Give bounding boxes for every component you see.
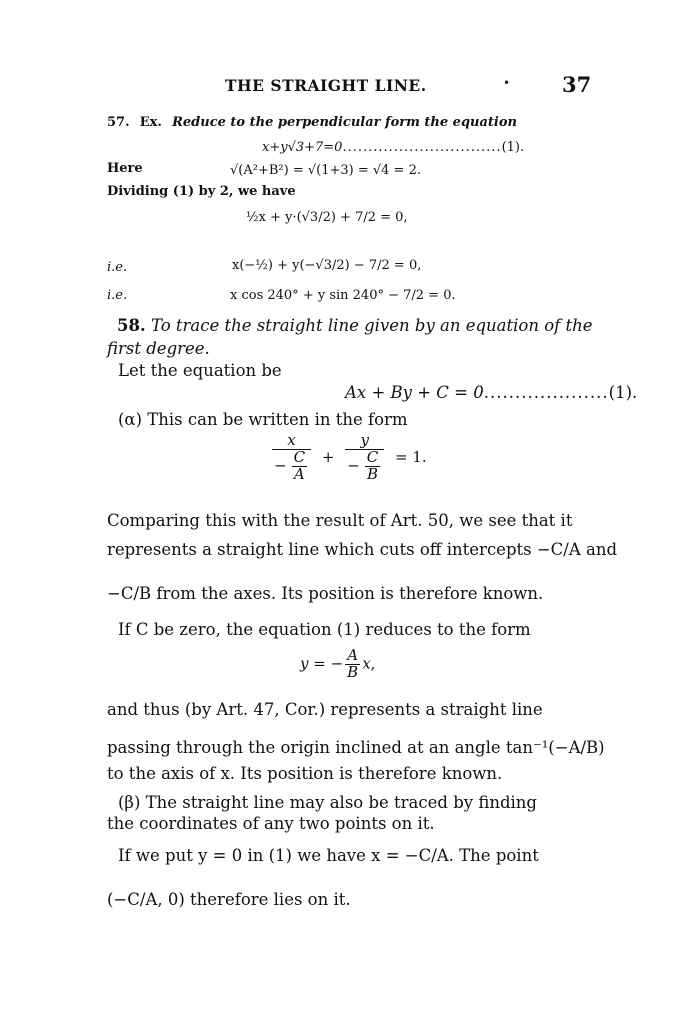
general-equation <box>345 383 637 402</box>
dividing-line: Dividing (1) by 2, we have <box>107 184 296 199</box>
header-bullet: • <box>503 76 511 90</box>
half-equation: ½x + y·(√3/2) + 7/2 = 0, <box>246 210 408 225</box>
eq-ref: (1). <box>608 383 638 402</box>
let-line: Let the equation be <box>118 361 282 380</box>
article-heading-text: To trace the straight line given by an equation of the first degree. <box>107 316 593 358</box>
ie-label-2: i.e. <box>107 288 128 303</box>
comparing-line: Comparing this with the result of Art. 50, we see that it <box>107 511 573 530</box>
fraction-x-over-negC-A: x − $\frac{C}{A}$ <box>272 433 311 482</box>
and-thus-line: and thus (by Art. 47, Cor.) represents a straight line <box>107 700 543 719</box>
ie-equation-2: x cos 240° + y sin 240° − 7/2 = 0. <box>230 288 456 303</box>
beta-line-2: the coordinates of any two points on it. <box>107 814 435 833</box>
eq-leader-dots: ............................... <box>342 140 502 155</box>
article-58-heading <box>107 314 597 360</box>
here-label: Here <box>107 161 143 176</box>
eq-text: x+y√3+7=0 <box>262 140 343 155</box>
intercept-form-equation: x − $\frac{C}{A}$ + y − $\frac{C}{B}$ = 1. <box>274 431 427 483</box>
ie-equation-1: x(−½) + y(−√3/2) − 7/2 = 0, <box>232 258 422 273</box>
eq-text: Ax + By + C = 0 <box>345 383 484 402</box>
here-equation: √(A²+B²) = √(1+3) = √4 = 2. <box>230 163 421 178</box>
ie-label-1: i.e. <box>107 260 128 275</box>
fraction-y-over-negC-B: y − $\frac{C}{B}$ <box>345 433 384 482</box>
if-c-zero-line: If C be zero, the equation (1) reduces to the form <box>118 620 531 639</box>
to-axis-line: to the axis of x. Its position is therefore known. <box>107 764 503 783</box>
reduced-equation: y = − $\frac{A}{B}$ x, <box>300 646 376 681</box>
running-head: THE STRAIGHT LINE. <box>225 76 427 95</box>
passing-line: passing through the origin inclined at an angle tan⁻¹(−A/B) <box>107 738 605 757</box>
eq-leader-dots: .................... <box>483 383 609 402</box>
therefore-line: (−C/A, 0) therefore lies on it. <box>107 890 351 909</box>
eq-ref: (1). <box>501 140 525 155</box>
if-we-put-line: If we put y = 0 in (1) we have x = −C/A. The point <box>118 846 539 865</box>
represents-line: represents a straight line which cuts off intercepts −C/A and <box>107 540 618 559</box>
example-number: 57. <box>107 115 130 130</box>
article-number: 58. <box>117 316 146 335</box>
page-number: 37 <box>562 72 592 97</box>
beta-line-1: (β) The straight line may also be traced by finding <box>118 793 537 812</box>
example-57-heading <box>107 115 517 130</box>
alpha-line: (α) This can be written in the form <box>118 410 408 429</box>
example-heading-text: Reduce to the perpendicular form the equation <box>172 115 517 130</box>
example-label: Ex. <box>139 115 162 130</box>
equation-57-1 <box>262 140 524 155</box>
fraction-A-over-B: $\frac{A}{B}$ <box>347 646 359 681</box>
from-axes-line: −C/B from the axes. Its position is therefore known. <box>107 584 544 603</box>
